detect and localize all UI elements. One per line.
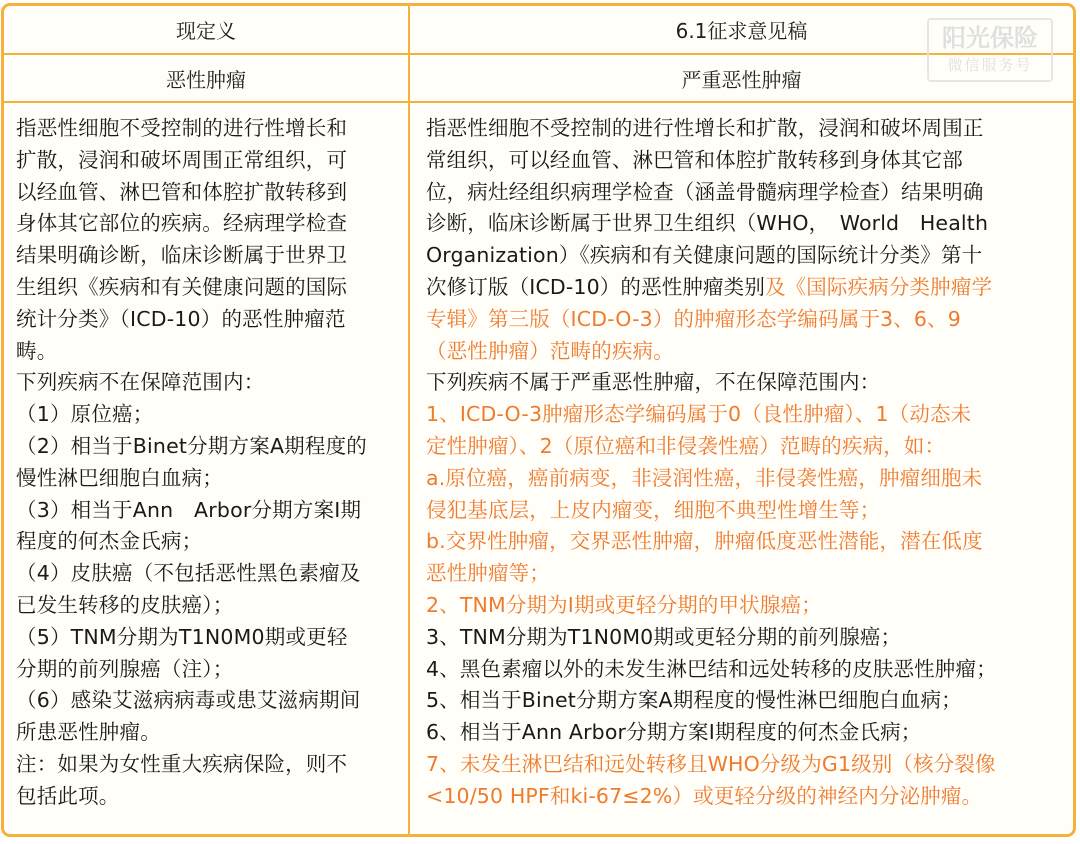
exclusion-heading: 下列疾病不属于严重恶性肿瘤，不在保障范围内： <box>426 370 881 395</box>
definition-line: 扩散，浸润和破坏周围正常组织，可 <box>16 147 348 172</box>
subheader-left-title: 恶性肿瘤 <box>166 67 246 92</box>
definition-line: 指恶性细胞不受控制的进行性增长和 <box>16 116 348 140</box>
exclusion-item-new: 侵犯基底层，上皮内瘤变，细胞不典型性增生等； <box>426 497 881 522</box>
definition-line: 统计分类》（ICD-10）的恶性肿瘤范 <box>16 306 346 331</box>
exclusion-heading: 下列疾病不在保障范围内： <box>16 370 265 395</box>
definition-line: 结果明确诊断，临床诊断属于世界卫 <box>16 243 348 268</box>
exclusion-item: （5）TNM分期为T1N0M0期或更轻 <box>16 624 348 649</box>
exclusion-item: 6、相当于Ann Arbor分期方案Ⅰ期程度的何杰金氏病； <box>426 720 922 745</box>
definition-line: 指恶性细胞不受控制的进行性增长和扩散，浸润和破坏周围正 <box>426 116 984 140</box>
exclusion-item: 慢性淋巴细胞白血病； <box>16 465 223 490</box>
exclusion-item: 5、相当于Binet分期方案A期程度的慢性淋巴细胞白血病； <box>426 688 962 713</box>
definition-line: 常组织，可以经血管、淋巴管和体腔扩散转移到身体其它部 <box>426 147 963 172</box>
subheader-malignant-tumor <box>4 55 410 103</box>
exclusion-item: （6）感染艾滋病病毒或患艾滋病期间 <box>16 688 361 713</box>
definition-line-mixed <box>426 272 1061 304</box>
new-clause-line: （恶性肿瘤）范畴的疾病。 <box>426 338 674 363</box>
exclusion-item-new: a.原位癌，癌前病变，非浸润性癌，非侵袭性癌，肿瘤细胞未 <box>426 465 983 490</box>
exclusion-item-new: 恶性肿瘤等； <box>426 561 550 586</box>
exclusion-item: 3、TNM分期为T1N0M0期或更轻分期的前列腺癌； <box>426 624 902 649</box>
exclusion-item: 4、黑色素瘤以外的未发生淋巴结和远处转移的皮肤恶性肿瘤； <box>426 656 997 681</box>
exclusion-item: （1）原位癌； <box>16 402 154 427</box>
note-line: 注：如果为女性重大疾病保险，则不 <box>16 751 348 776</box>
draft-definition-text <box>410 103 1073 834</box>
exclusion-item-new: <10/50 HPF和ki-67≤2%）或更轻分级的神经内分泌肿瘤。 <box>426 783 983 808</box>
subheader-right-title: 严重恶性肿瘤 <box>681 67 802 92</box>
definition-line: 位，病灶经组织病理学检查（涵盖骨髓病理学检查）结果明确 <box>426 179 984 204</box>
note-line: 包括此项。 <box>16 783 120 808</box>
definition-line: 身体其它部位的疾病。经病理学检查 <box>16 211 348 236</box>
exclusion-item-new: b.交界性肿瘤，交界恶性肿瘤，肿瘤低度恶性潜能，潜在低度 <box>426 529 983 554</box>
definition-text: 次修订版（ICD-10）的恶性肿瘤类别 <box>426 274 765 299</box>
exclusion-item-new: 定性肿瘤）、2（原位癌和非侵袭性癌）范畴的疾病，如： <box>426 433 946 458</box>
definition-line: Organization）《疾病和有关健康问题的国际统计分类》第十 <box>426 243 983 268</box>
exclusion-item-new: 7、未发生淋巴结和远处转移且WHO分级为G1级别（核分裂像 <box>426 751 996 776</box>
header-right-title: 6.1征求意见稿 <box>675 19 808 43</box>
watermark-logo <box>927 18 1053 82</box>
exclusion-item: （4）皮肤癌（不包括恶性黑色素瘤及 <box>16 561 361 586</box>
exclusion-item: （3）相当于Ann Arbor分期方案Ⅰ期 <box>16 497 362 522</box>
new-clause-text: 及《国际疾病分类肿瘤学 <box>764 274 993 299</box>
header-current-definition <box>4 6 410 55</box>
watermark-sub-text: 微信服务号 <box>947 56 1033 74</box>
exclusion-item: 程度的何杰金氏病； <box>16 529 203 554</box>
comparison-table <box>1 3 1076 837</box>
header-left-title: 现定义 <box>176 19 236 43</box>
new-clause-line: 专辑》第三版（ICD-O-3）的肿瘤形态学编码属于3、6、9 <box>426 306 961 331</box>
definition-line: 生组织《疾病和有关健康问题的国际 <box>16 274 348 299</box>
exclusion-item-new: 2、TNM分期为Ⅰ期或更轻分期的甲状腺癌； <box>426 592 822 617</box>
definition-line: 畴。 <box>16 338 58 363</box>
exclusion-item: 分期的前列腺癌（注）； <box>16 656 234 681</box>
exclusion-item: 所患恶性肿瘤。 <box>16 720 161 745</box>
watermark-main-text: 阳光保险 <box>942 24 1038 52</box>
current-definition-text <box>4 103 410 834</box>
exclusion-item: 已发生转移的皮肤癌）； <box>16 592 234 617</box>
definition-line: 诊断，临床诊断属于世界卫生组织（WHO， World Health <box>426 211 989 236</box>
definition-line: 以经血管、淋巴管和体腔扩散转移到 <box>16 179 348 204</box>
exclusion-item: （2）相当于Binet分期方案A期程度的 <box>16 433 367 458</box>
exclusion-item-new: 1、ICD-O-3肿瘤形态学编码属于0（良性肿瘤）、1（动态未 <box>426 402 972 427</box>
